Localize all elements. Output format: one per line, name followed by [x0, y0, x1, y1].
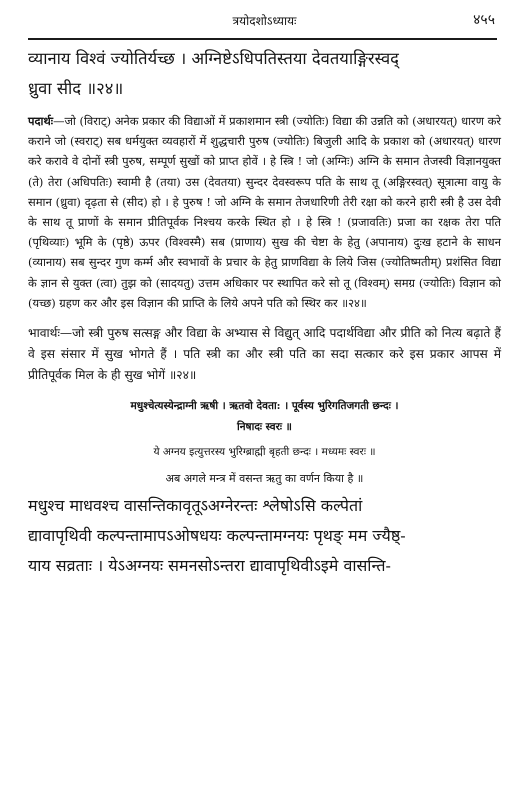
section-intro: अब अगले मन्त्र में वसन्त ऋतु का वर्णन किया है ॥ [165, 472, 364, 486]
page-number: ४५५ [473, 12, 495, 28]
mantra-line: याय सव्रताः । येऽअग्नयः समनसोऽन्तरा द्यावापृथिवीऽइमे वासन्ति- [28, 556, 391, 576]
header-rule [28, 38, 497, 40]
bhavartha-paragraph [28, 323, 501, 386]
padartha-paragraph [28, 111, 501, 313]
mantra-line: मधुश्च माधवश्च वासन्तिकावृतूऽअग्नेरन्तः श्लेषोऽसि कल्पेतां [28, 496, 363, 516]
next-mantra-verse [28, 491, 501, 581]
chapter-title: त्रयोदशोऽध्यायः [232, 14, 297, 28]
meta-line-2: निषादः स्वरः ॥ [237, 421, 292, 434]
rishi-devata-line [28, 396, 501, 438]
mantra-line: द्यावापृथिवी कल्पन्तामापऽओषधयः कल्पन्तामग्नयः पृथङ् मम ज्यैष्ठ्- [28, 526, 406, 546]
mantra-line: व्यानाय विश्वं ज्योतिर्यच्छ । अग्निष्टेऽधिपतिस्तया देवतयाङ्गिरस्वद् [28, 49, 399, 68]
bhavartha-text: —जो स्त्री पुरुष सत्सङ्ग और विद्या के अभ्यास से विद्युत् आदि पदार्थविद्या और प्रीति को नित्य बढ़ाते हैं वे इस संसार में सुख भोगते हैं । पति स्त्री का और स्त्री पति का सदा सत्कार करे इस प्रकार आपस में प्रीतिपूर्वक मिल के ही सुख भोगें ॥२४॥ [28, 326, 501, 383]
meta-line-1: मधुश्चेत्यस्येन्द्राग्नी ऋषी । ऋतवो देवता: । पूर्वस्य भुरिगतिजगती छन्दः । [130, 400, 399, 413]
padartha-label: पदार्थः [28, 114, 54, 128]
bhavartha-label: भावार्थः [28, 326, 60, 341]
chhanda-line: ये अग्नय इत्युत्तरस्य भुरिग्ब्राह्मी बृहती छन्दः । मध्यमः स्वरः ॥ [153, 446, 376, 459]
padartha-text: —जो (विराट्) अनेक प्रकार की विद्याओं में प्रकाशमान स्त्री (ज्योतिः) विद्या की उन्नति को (अधारयत्) धारण करे कराने जो (स्वराट्) सब धर्मयुक्त व्यवहारों में शुद्धचारी पुरुष (ज्योतिः) बिजुली आदि के प्रकाश को (अधारयत्) धारण करे करावे वे दोनों स्त्री पुरुष, सम्पूर्ण सुखों को प्राप्त होवें । हे स्त्रि ! जो (अग्निः) अग्नि के समान तेजस्वी विज्ञानयुक्त (ते) तेरा (अधिपतिः) स्वामी है (तया) उस (देवतया) सुन्दर देवस्वरूप पति के साथ तू (अङ्गिरस्वत्) सूत्रात्मा वायु के समान (ध्रुवा) दृढ़ता से (सीद) हो । हे पुरुष ! जो अग्नि के समान तेजधारिणी तेरी रक्षा को करने हारी स्त्री है उस देवी के साथ तू प्राणों के समान प्रीतिपूर्वक निश्चय करके स्थित हो । हे स्त्रि ! (प्रजावतिः) प्रजा का रक्षक तेरा पति (पृथिव्याः) भूमि के (पृष्ठे) ऊपर (विश्वस्मै) सब (प्राणाय) सुख की चेष्टा के हेतु (अपानाय) दुःख हटाने के साधन (व्यानाय) सब सुन्दर गुण कर्म्म और स्वभावों के प्रचार के हेतु प्राणविद्या के लिये जिस (ज्योतिष्मतीम्) प्रशंसित विद्या के ज्ञान से युक्त (त्वा) तुझ को (सादयतु) उत्तम अधिकार पर स्थापित करे सो तू (विश्वम्) समग्र (ज्योतिः) विज्ञान को (यच्छ) ग्रहण कर और इस विज्ञान की प्राप्ति के लिये अपने पति को स्थिर कर ॥२४॥ [28, 114, 501, 310]
mantra-line: ध्रुवा सीद ॥२४॥ [28, 79, 124, 98]
running-header [28, 0, 501, 38]
mantra-verse [28, 44, 501, 104]
